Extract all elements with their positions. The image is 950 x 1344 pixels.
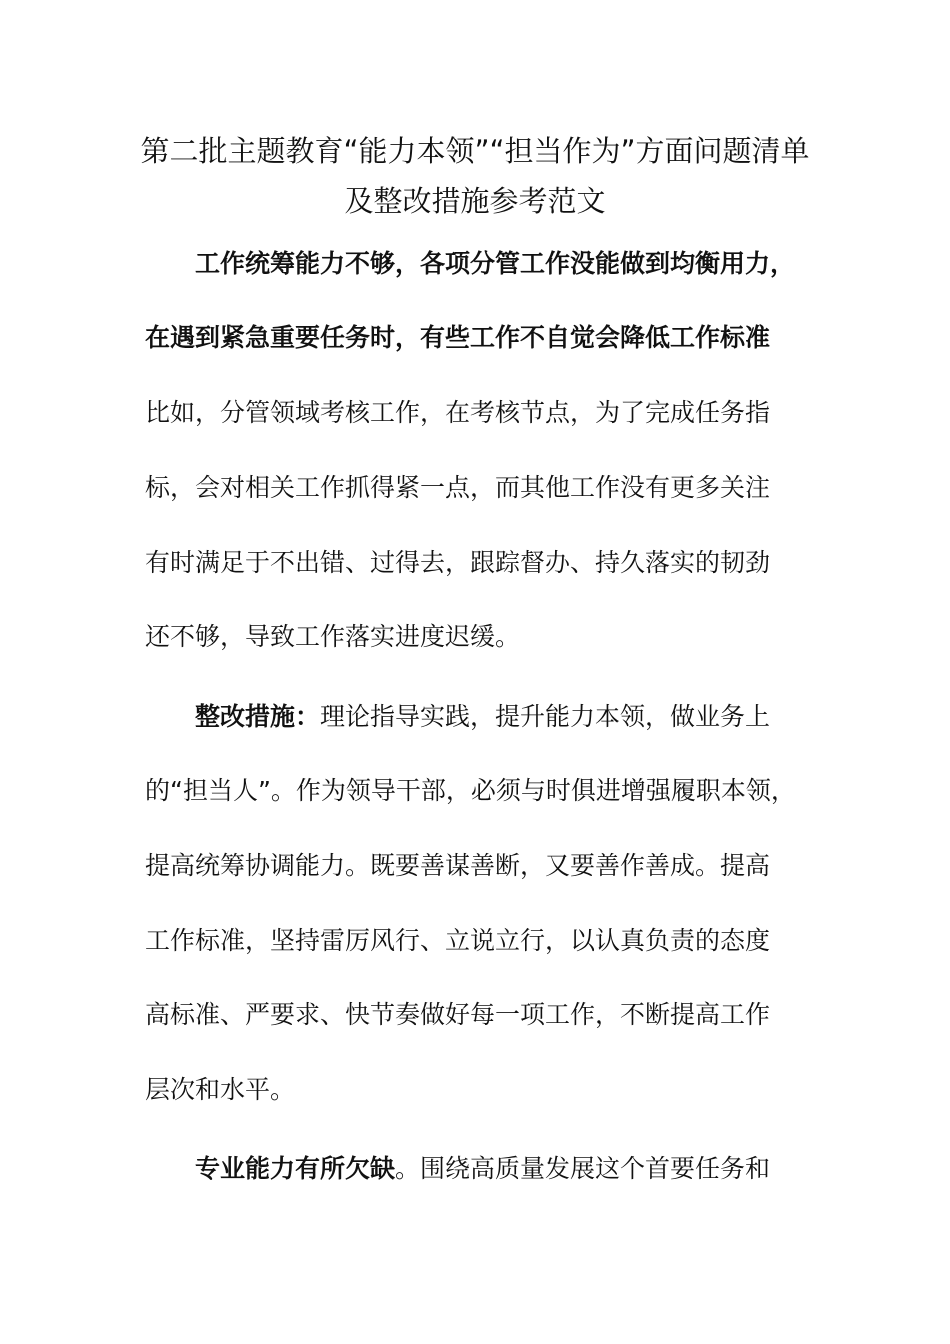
section1-body-line: 有时满足于不出错、过得去，跟踪督办、持久落实的韧劲 (145, 548, 771, 577)
section1-body-line: 比如，分管领域考核工作，在考核节点，为了完成任务指 (145, 398, 771, 427)
document-title-line-2: 及整改措施参考范文 (344, 184, 606, 218)
section1-heading-line-2: 在遇到紧急重要任务时，有些工作不自觉会降低工作标准 (145, 323, 771, 352)
section2-body-line: 的“担当人”。作为领导干部，必须与时俱进增强履职本领， (145, 776, 796, 805)
section2-body-line: 提高统筹协调能力。既要善谋善断，又要善作善成。提高 (145, 851, 771, 880)
section2-first-line-text: 理论指导实践，提升能力本领，做业务上 (320, 702, 771, 731)
section1-body-line: 还不够，导致工作落实进度迟缓。 (145, 622, 521, 651)
section3-first-line (195, 1151, 770, 1187)
section1-body-line: 标，会对相关工作抓得紧一点，而其他工作没有更多关注 (145, 473, 771, 502)
section2-body-line: 层次和水平。 (145, 1075, 296, 1104)
section3-first-line-text: 。围绕高质量发展这个首要任务和 (395, 1154, 771, 1183)
section1-heading-line-1: 工作统筹能力不够，各项分管工作没能做到均衡用力， (195, 249, 796, 278)
document-title-line-1: 第二批主题教育“能力本领”“担当作为”方面问题清单 (140, 134, 810, 168)
section3-label: 专业能力有所欠缺 (195, 1154, 396, 1183)
section2-first-line (195, 699, 770, 735)
section2-label: 整改措施： (195, 702, 321, 731)
section2-body-line: 工作标准，坚持雷厉风行、立说立行，以认真负责的态度 (145, 926, 771, 955)
section2-body-line: 高标准、严要求、快节奏做好每一项工作，不断提高工作 (145, 1000, 771, 1029)
